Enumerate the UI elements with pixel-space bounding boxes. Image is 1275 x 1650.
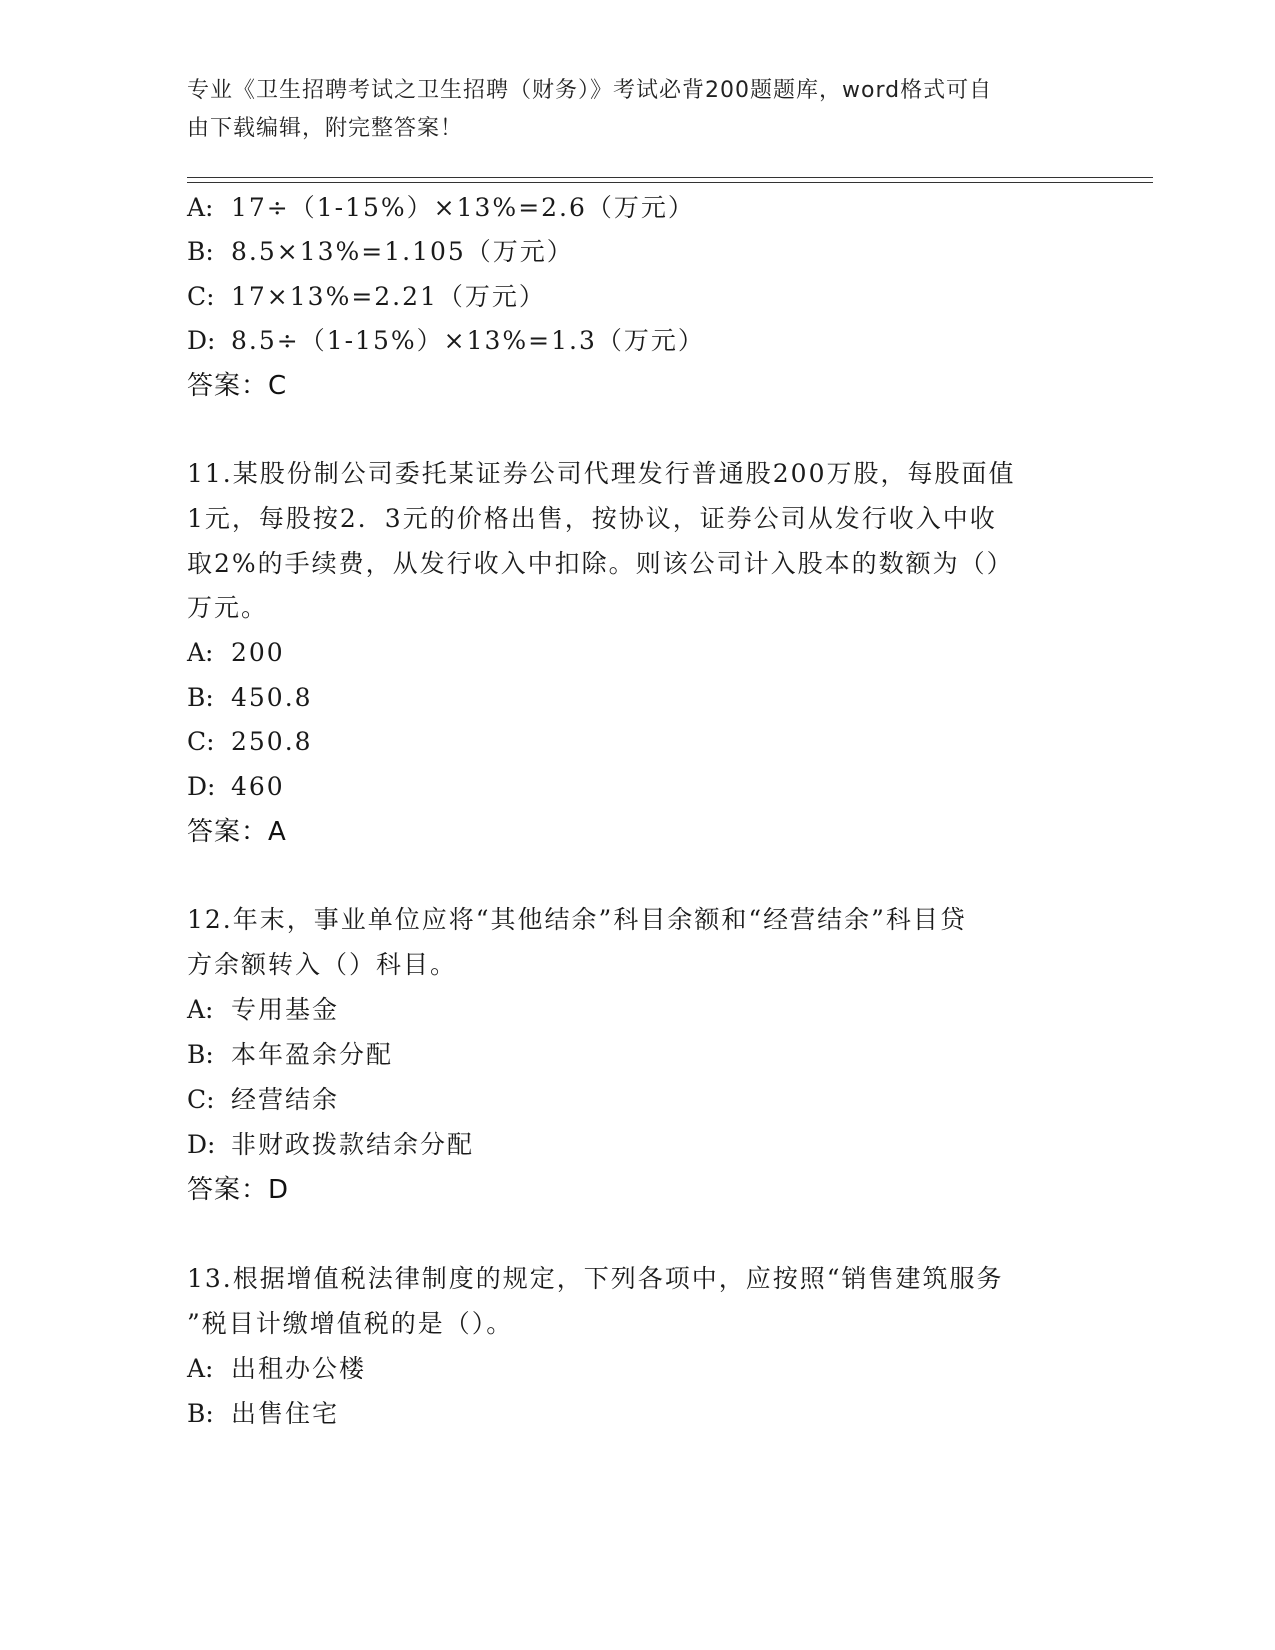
- q12-option-d: D: 非财政拨款结余分配: [187, 1130, 475, 1159]
- q11-answer: 答案：A: [187, 817, 287, 847]
- q11-stem-line-3: 取2%的手续费，从发行收入中扣除。则该公司计入股本的数额为（）: [187, 549, 1014, 578]
- header-divider-bottom: [187, 182, 1153, 183]
- q11-option-c: C: 250.8: [187, 727, 313, 756]
- q13-stem-line-1: 13.根据增值税法律制度的规定，下列各项中，应按照“销售建筑服务: [187, 1264, 1004, 1293]
- q13-stem-line-2: ”税目计缴增值税的是（）。: [187, 1309, 514, 1338]
- header-line-1: 专业《卫生招聘考试之卫生招聘（财务）》考试必背200题题库，word格式可自: [187, 78, 993, 103]
- q13-option-b: B: 出售住宅: [187, 1399, 340, 1428]
- q10-option-a: A: 17÷（1-15%）×13%=2.6（万元）: [187, 193, 695, 222]
- q11-option-b: B: 450.8: [187, 683, 313, 712]
- q11-option-a: A: 200: [187, 638, 285, 667]
- q13-option-a: A: 出租办公楼: [187, 1354, 367, 1383]
- q12-option-c: C: 经营结余: [187, 1085, 340, 1114]
- header-divider-top: [187, 177, 1153, 178]
- q11-stem-line-1: 11.某股份制公司委托某证券公司代理发行普通股200万股，每股面值: [187, 459, 1016, 488]
- header-line-2: 由下载编辑，附完整答案！: [187, 116, 464, 141]
- q12-stem-line-2: 方余额转入（）科目。: [187, 950, 458, 979]
- q10-option-b: B: 8.5×13%=1.105（万元）: [187, 237, 574, 266]
- q11-stem-line-2: 1元，每股按2．3元的价格出售，按协议，证券公司从发行收入中收: [187, 504, 997, 533]
- q11-stem-line-4: 万元。: [187, 593, 269, 622]
- q10-option-c: C: 17×13%=2.21（万元）: [187, 282, 546, 311]
- q12-stem-line-1: 12.年末，事业单位应将“其他结余”科目余额和“经营结余”科目贷: [187, 905, 967, 934]
- q10-option-d: D: 8.5÷（1-15%）×13%=1.3（万元）: [187, 326, 705, 355]
- q12-option-b: B: 本年盈余分配: [187, 1040, 394, 1069]
- q12-answer: 答案：D: [187, 1175, 290, 1205]
- q11-option-d: D: 460: [187, 772, 285, 801]
- q10-answer: 答案：C: [187, 371, 288, 401]
- document-header: [187, 72, 1067, 148]
- q12-option-a: A: 专用基金: [187, 995, 340, 1024]
